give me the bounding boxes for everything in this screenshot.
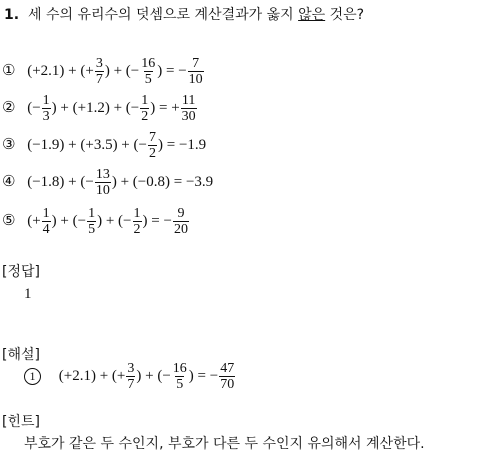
explanation-body	[24, 361, 236, 392]
option-1	[2, 56, 205, 87]
option-marker: ⑤	[2, 210, 16, 229]
math-text: ) = −	[142, 212, 172, 229]
option-2	[2, 93, 198, 124]
fraction: $\frac{7}{2}$	[148, 130, 156, 161]
math-text: ) + (−	[104, 62, 140, 79]
option-marker: ①	[2, 60, 16, 79]
fraction: $\frac{13}{10}$	[95, 167, 110, 198]
math-text: ) = −1.9	[157, 136, 207, 153]
option-4	[2, 167, 213, 198]
fraction: $\frac{16}{5}$	[172, 361, 187, 392]
question-tail: 것은?	[325, 7, 365, 23]
math-text: ) + (−0.8) = −3.9	[111, 173, 214, 190]
math-text: ) + (−	[97, 212, 132, 229]
math-text: ) = −	[157, 62, 187, 79]
option-5	[2, 206, 190, 237]
fraction: $\frac{1}{2}$	[133, 206, 141, 237]
math-text: ) + (−	[51, 212, 87, 229]
fraction: $\frac{3}{7}$	[127, 361, 135, 392]
hint-label: [힌트]	[2, 414, 40, 430]
math-text: (−	[27, 99, 41, 116]
fraction: $\frac{16}{5}$	[141, 56, 156, 87]
math-text: (+	[27, 212, 41, 229]
math-text: ) + (−	[136, 367, 171, 384]
fraction: $\frac{3}{7}$	[95, 56, 103, 87]
option-marker: ③	[2, 134, 16, 153]
option-marker: ④	[2, 171, 16, 190]
explanation-label: [해설]	[2, 347, 40, 363]
math-text: ) + (+1.2) + (−	[51, 99, 140, 116]
fraction: $\frac{1}{3}$	[42, 93, 50, 124]
fraction: $\frac{7}{10}$	[188, 56, 203, 87]
question-underlined-word: 않은	[298, 7, 326, 23]
fraction: $\frac{47}{70}$	[220, 361, 235, 392]
fraction: $\frac{1}{4}$	[42, 206, 50, 237]
math-text: (−1.9) + (+3.5) + (−	[27, 136, 147, 153]
option-marker: ②	[2, 97, 16, 116]
math-text: (+2.1) + (+	[58, 367, 126, 384]
circled-number-icon: 1	[24, 368, 41, 385]
hint-text: 부호가 같은 두 수인지, 부호가 다른 두 수인지 유의해서 계산한다.	[24, 436, 425, 452]
math-text: (+2.1) + (+	[27, 62, 94, 79]
math-text: (−1.8) + (−	[27, 173, 94, 190]
question-text	[4, 4, 364, 24]
answer-value: 1	[24, 286, 32, 302]
option-3	[2, 130, 206, 161]
fraction: $\frac{1}{5}$	[88, 206, 96, 237]
math-text: ) = −	[188, 367, 219, 384]
fraction: $\frac{1}{2}$	[141, 93, 149, 124]
question-number: 1.	[4, 7, 20, 23]
fraction: $\frac{11}{30}$	[181, 93, 196, 124]
question-body: 세 수의 유리수의 덧셈으로 계산결과가 옳지	[27, 7, 299, 23]
fraction: $\frac{9}{20}$	[173, 206, 188, 237]
answer-label: [정답]	[2, 264, 40, 280]
math-text: ) = +	[150, 99, 180, 116]
